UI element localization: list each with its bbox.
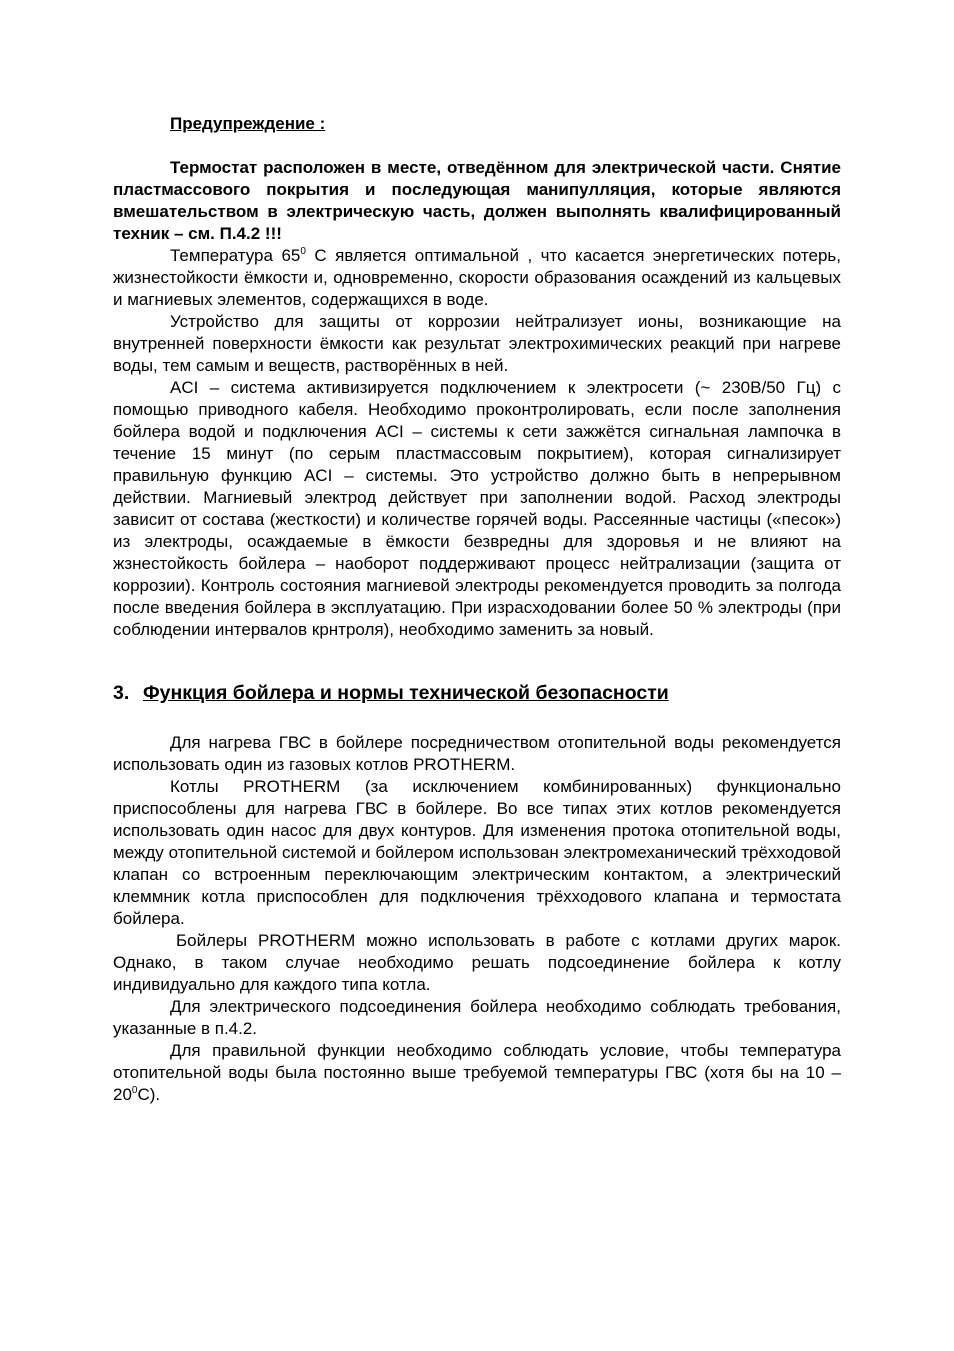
boilers-compatibility-paragraph: Котлы PROTHERM (за исключением комбинированных) функционально приспособлены для нагрева ГВС в бойлере. Во все типах этих котлов рекомендуется использовать один насос для двух контуров. Для изменения протока отопительной воды, между отопительной системой и бойлером использован электромеханический трёхходовой клапан со встроенным переключающим электрическим контактом, а электрический клеммник котла приспособлен для подключения трёхходового клапана и термостата бойлера. [113,777,841,928]
degree-superscript: 0 [300,246,306,257]
other-brands-paragraph: Бойлеры PROTHERM можно использовать в работе с котлами других марок. Однако, в таком случае необходимо решать подсоединение бойлера к котлу индивидуально для каждого типа котла. [113,931,841,994]
aci-system-paragraph: ACI – система активизируется подключением к электросети (~ 230В/50 Гц) с помощью приводного кабеля. Необходимо проконтролировать, если после заполнения бойлера водой и подключения ACI – системы к сети зажжётся сигнальная лампочка в течение 15 минут (по серым пластмассовым покрытием), которая сигнализирует правильную функцию ACI – системы. Это устройство должно быть в непрерывном действии. Магниевый электрод действует при заполнении водой. Расход электроды зависит от состава (жесткости) и количестве горячей воды. Рассеянные частицы («песок») из электроды, осаждаемые в ёмкости безвредны для здоровья и не влияют на жзнестойкость бойлера – наоборот поддерживают процесс нейтрализации (защита от коррозии). Контроль состояния магниевой электроды рекомендуется проводить за полгода после введения бойлера в эксплуатацию. При израсходовании более 50 % электроды (при соблюдении интервалов крнтроля), необходимо заменить за новый. [113,378,841,639]
degree-superscript-2: 0 [131,1085,138,1096]
electrical-connection-paragraph: Для электрического подсоединения бойлера необходимо соблюдать требования, указанные в п.4.2. [113,997,841,1038]
section-heading [113,680,841,706]
section-title: Функция бойлера и нормы технической безопасности [143,682,669,704]
warning-title: Предупреждение : [170,114,326,133]
temperature-text-start: Температура 65 [170,246,301,265]
document-page [113,113,841,1106]
temperature-paragraph [113,245,841,311]
heating-paragraph: Для нагрева ГВС в бойлере посредничеством отопительной воды рекомендуется использовать один из газовых котлов PROTHERM. [113,733,841,774]
section-number: 3. [113,682,130,704]
temperature-text-end: С является оптимальной , что касается энергетических потерь, жизнестойкости ёмкости и, одновременно, скорости образования осаждений из кальцевых и магниевых элементов, содержащихся в воде. [113,246,841,309]
warning-text: Термостат расположен в месте, отведённом для электрической части. Снятие пластмассового покрытия и последующая манипулляция, которые являются вмешательством в электрическую часть, должен выполнять квалифицированный техник – см. П.4.2 !!! [113,158,841,243]
condition-text-end: С). [137,1085,161,1104]
corrosion-protection-paragraph: Устройство для защиты от коррозии нейтрализует ионы, возникающие на внутренней поверхности ёмкости как результат электрохимических реакций при нагреве воды, тем самым и веществ, растворённых в ней. [113,312,841,375]
condition-text-start: Для правильной функции необходимо соблюдать условие, чтобы температура отопительной воды была постоянно выше требуемой температуры ГВС (хотя бы на 10 – 20 [113,1041,841,1104]
temperature-condition-paragraph [113,1040,841,1106]
